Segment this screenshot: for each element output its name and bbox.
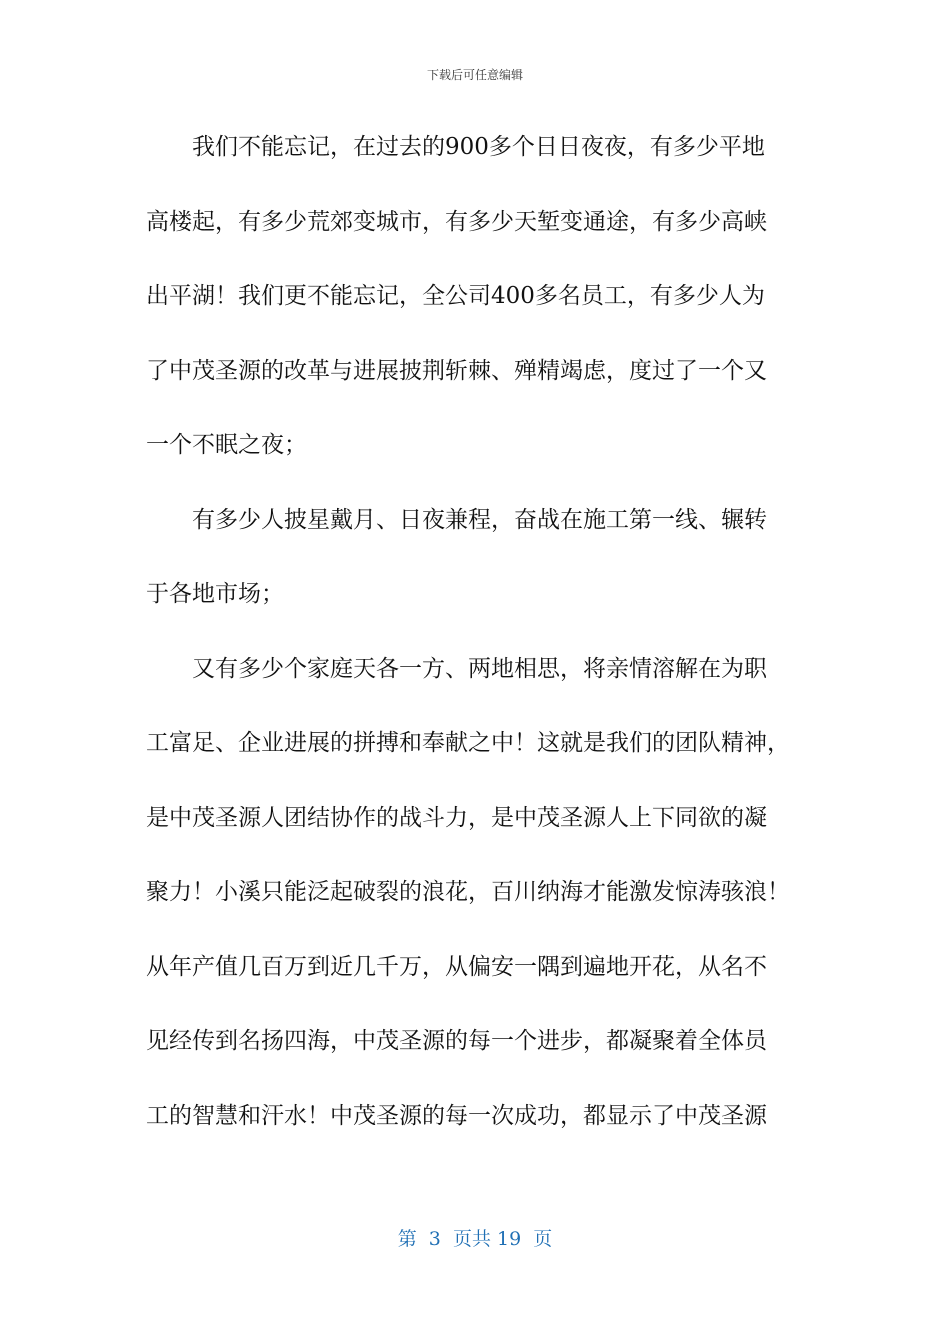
text-line: 出平湖！我们更不能忘记，全公司400多名员工，有多少人为: [146, 283, 765, 309]
text-line: 了中茂圣源的改革与进展披荆斩棘、殚精竭虑，度过了一个又: [146, 357, 767, 384]
document-body: [146, 124, 806, 1167]
text-line: 工的智慧和汗水！中茂圣源的每一次成功，都显示了中茂圣源: [146, 1102, 767, 1129]
text-line: 是中茂圣源人团结协作的战斗力，是中茂圣源人上下同欲的凝: [146, 804, 767, 831]
text-line: 高楼起，有多少荒郊变城市，有多少天堑变通途，有多少高峡: [146, 208, 767, 235]
text-line: 从年产值几百万到近几千万，从偏安一隅到遍地开花，从名不: [146, 953, 767, 980]
page-number-footer: 第 3 页共 19 页: [397, 1228, 553, 1250]
text-line: 工富足、企业进展的拼搏和奉献之中！这就是我们的团队精神，: [146, 730, 790, 756]
text-line: 一个不眠之夜；: [146, 432, 307, 458]
text-line: 聚力！小溪只能泛起破裂的浪花，百川纳海才能激发惊涛骇浪！: [146, 879, 790, 905]
page-header: 下载后可任意编辑: [426, 68, 523, 82]
text-line: 于各地市场；: [146, 581, 284, 607]
text-line: 我们不能忘记，在过去的900多个日日夜夜，有多少平地: [192, 134, 765, 160]
text-line: 有多少人披星戴月、日夜兼程，奋战在施工第一线、辗转: [192, 506, 767, 533]
text-line: 又有多少个家庭天各一方、两地相思，将亲情溶解在为职: [192, 655, 767, 682]
text-line: 见经传到名扬四海，中茂圣源的每一个进步，都凝聚着全体员: [146, 1028, 767, 1054]
